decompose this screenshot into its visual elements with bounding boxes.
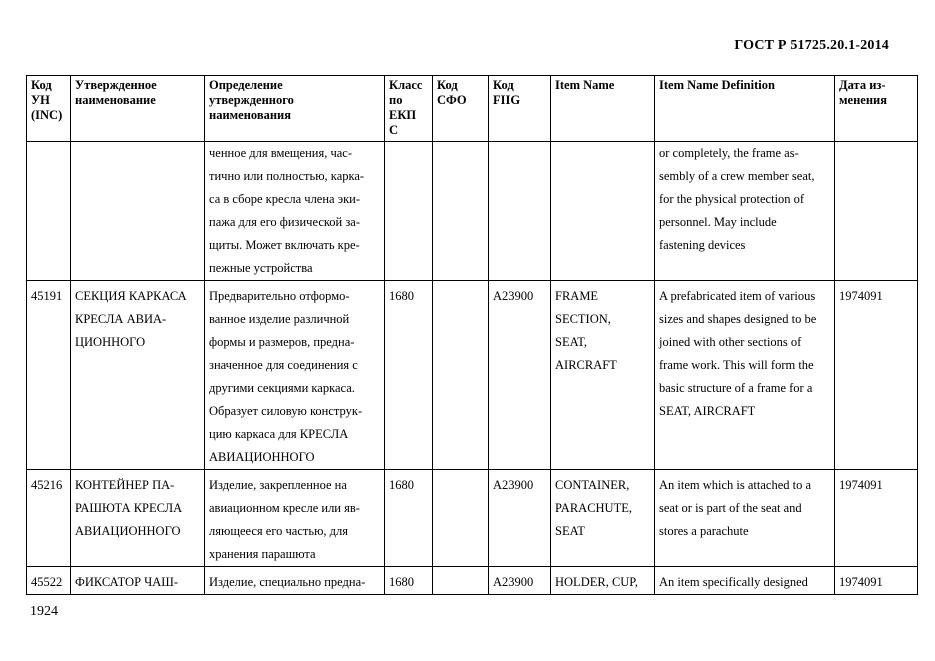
text-line: КРЕСЛА АВИА- (75, 312, 167, 326)
cell-sfo (433, 281, 489, 470)
cell-fiig: A23900 (489, 567, 551, 595)
text-line: sizes and shapes designed to be (659, 312, 817, 326)
col-header-inc (27, 76, 71, 142)
cell-name-ru (71, 470, 205, 567)
cell-sfo (433, 142, 489, 281)
text-line: УН (31, 93, 50, 107)
table-header-row (27, 76, 918, 142)
text-line: Item Name (555, 78, 615, 92)
text-line: seat or is part of the seat and (659, 501, 802, 515)
cell-name-ru (71, 142, 205, 281)
table-row (27, 142, 918, 281)
col-header-change-date (835, 76, 918, 142)
text-line: Образует силовую конструк- (209, 404, 363, 418)
text-line: Код (437, 78, 458, 92)
cell-date: 1974091 (835, 567, 918, 595)
text-line: SEAT, AIRCRAFT (659, 404, 756, 418)
text-line: SEAT, (555, 335, 588, 349)
cell-definition-ru (205, 281, 385, 470)
cell-definition-ru (205, 470, 385, 567)
page-number: 1924 (30, 604, 58, 619)
cell-name-ru (71, 567, 205, 595)
catalog-table (26, 75, 918, 595)
cell-class (385, 142, 433, 281)
text-line: (INC) (31, 108, 63, 122)
text-line: хранения парашюта (209, 547, 316, 561)
cell-item-name (551, 142, 655, 281)
cell-item-name (551, 281, 655, 470)
text-line: A prefabricated item of various (659, 289, 816, 303)
text-line: наименования (209, 108, 292, 122)
text-line: пежные устройства (209, 261, 313, 275)
text-line: АВИАЦИОННОГО (75, 524, 181, 538)
cell-fiig: A23900 (489, 281, 551, 470)
text-line: цию каркаса для КРЕСЛА (209, 427, 349, 441)
cell-definition-en (655, 470, 835, 567)
text-line: формы и размеров, предна- (209, 335, 355, 349)
text-line: for the physical protection of (659, 192, 805, 206)
cell-definition-ru (205, 142, 385, 281)
col-header-fiig (489, 76, 551, 142)
text-line: значенное для соединения с (209, 358, 358, 372)
cell-fiig: A23900 (489, 470, 551, 567)
text-line: CONTAINER, (555, 478, 630, 492)
text-line: Изделие, специально предна- (209, 575, 366, 589)
cell-definition-en (655, 567, 835, 595)
cell-date: 1974091 (835, 281, 918, 470)
cell-inc: 45191 (27, 281, 71, 470)
cell-name-ru (71, 281, 205, 470)
text-line: С (389, 123, 399, 137)
text-line: Класс (389, 78, 423, 92)
text-line: frame work. This will form the (659, 358, 814, 372)
text-line: щиты. Может включать кре- (209, 238, 360, 252)
text-line: basic structure of a frame for a (659, 381, 813, 395)
cell-class: 1680 (385, 470, 433, 567)
cell-definition-en (655, 142, 835, 281)
table-row (27, 470, 918, 567)
text-line: РАШЮТА КРЕСЛА (75, 501, 183, 515)
text-line: SEAT (555, 524, 585, 538)
text-line: ЦИОННОГО (75, 335, 146, 349)
cell-sfo (433, 470, 489, 567)
standard-designation: ГОСТ Р 51725.20.1-2014 (734, 38, 889, 53)
text-line: or completely, the frame as- (659, 146, 799, 160)
col-header-class (385, 76, 433, 142)
text-line: ЕКП (389, 108, 417, 122)
text-line: Код (493, 78, 514, 92)
text-line: АВИАЦИОННОГО (209, 450, 315, 464)
text-line: ФИКСАТОР ЧАШ- (75, 575, 179, 589)
text-line: fastening devices (659, 238, 746, 252)
text-line: КОНТЕЙНЕР ПА- (75, 478, 175, 492)
text-line: утвержденного (209, 93, 294, 107)
cell-date: 1974091 (835, 470, 918, 567)
cell-inc (27, 142, 71, 281)
cell-class: 1680 (385, 281, 433, 470)
text-line: Изделие, закрепленное на (209, 478, 347, 492)
col-header-item-definition (655, 76, 835, 142)
text-line: другими секциями каркаса. (209, 381, 355, 395)
text-line: Дата из- (839, 78, 886, 92)
text-line: FRAME (555, 289, 599, 303)
cell-item-name (551, 567, 655, 595)
text-line: са в сборе кресла члена эки- (209, 192, 361, 206)
text-line: ченное для вмещения, час- (209, 146, 353, 160)
text-line: тично или полностью, карка- (209, 169, 365, 183)
text-line: менения (839, 93, 887, 107)
text-line: ванное изделие различной (209, 312, 350, 326)
text-line: SECTION, (555, 312, 611, 326)
text-line: Утвержденное (75, 78, 157, 92)
text-line: по (389, 93, 403, 107)
text-line: AIRCRAFT (555, 358, 617, 372)
text-line: joined with other sections of (659, 335, 802, 349)
cell-definition-en (655, 281, 835, 470)
text-line: FIIG (493, 93, 521, 107)
table-row (27, 281, 918, 470)
text-line: stores a parachute (659, 524, 749, 538)
cell-sfo (433, 567, 489, 595)
cell-definition-ru (205, 567, 385, 595)
text-line: Код (31, 78, 52, 92)
text-line: Предварительно отформо- (209, 289, 350, 303)
cell-item-name (551, 470, 655, 567)
cell-inc: 45216 (27, 470, 71, 567)
cell-date (835, 142, 918, 281)
text-line: HOLDER, CUP, (555, 575, 638, 589)
cell-class: 1680 (385, 567, 433, 595)
col-header-item-name (551, 76, 655, 142)
text-line: пажа для его физической за- (209, 215, 361, 229)
text-line: авиационном кресле или яв- (209, 501, 360, 515)
col-header-approved-name (71, 76, 205, 142)
text-line: наименование (75, 93, 156, 107)
text-line: An item specifically designed (659, 575, 808, 589)
text-line: Item Name Definition (659, 78, 775, 92)
text-line: Определение (209, 78, 283, 92)
table-row (27, 567, 918, 595)
text-line: ляющееся его частью, для (209, 524, 349, 538)
col-header-definition-ru (205, 76, 385, 142)
text-line: sembly of a crew member seat, (659, 169, 815, 183)
text-line: personnel. May include (659, 215, 777, 229)
cell-fiig (489, 142, 551, 281)
cell-inc: 45522 (27, 567, 71, 595)
col-header-sfo (433, 76, 489, 142)
text-line: PARACHUTE, (555, 501, 632, 515)
text-line: An item which is attached to a (659, 478, 812, 492)
text-line: СЕКЦИЯ КАРКАСА (75, 289, 187, 303)
text-line: СФО (437, 93, 467, 107)
